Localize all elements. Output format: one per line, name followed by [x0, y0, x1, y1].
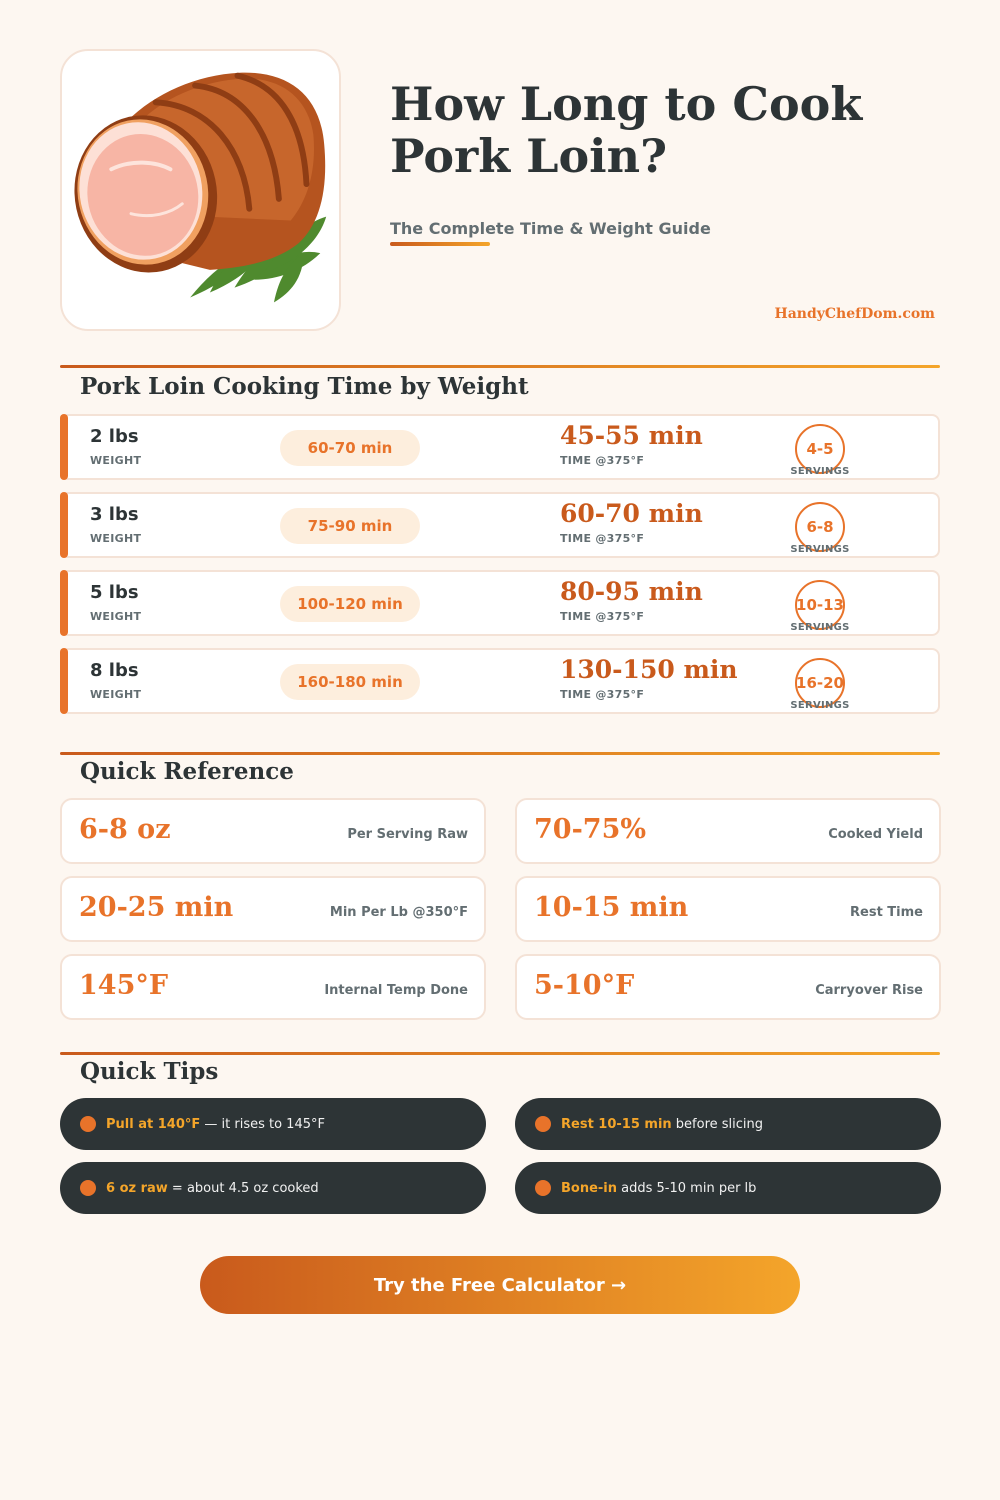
tip-item	[515, 1098, 941, 1150]
time-label: TIME @375°F	[560, 454, 645, 467]
reference-card	[515, 954, 941, 1020]
tip-item	[515, 1162, 941, 1214]
reference-label: Per Serving Raw	[347, 827, 468, 842]
hero-image	[60, 49, 341, 331]
time-value: 45-55 min	[560, 421, 703, 450]
reference-value: 5-10°F	[534, 970, 635, 1001]
reference-label: Rest Time	[850, 905, 923, 920]
site-link[interactable]: HandyChefDom.com	[774, 306, 935, 322]
row-accent-bar	[60, 570, 68, 636]
time-label: TIME @375°F	[560, 688, 645, 701]
bullet-dot-icon	[535, 1180, 551, 1196]
time-label: TIME @375°F	[560, 610, 645, 623]
weight-label: WEIGHT	[90, 454, 142, 467]
tip-text: = about 4.5 oz cooked	[167, 1180, 319, 1196]
weight-label: WEIGHT	[90, 532, 142, 545]
time-value: 60-70 min	[560, 499, 703, 528]
servings-label: SERVINGS	[790, 544, 850, 555]
reference-card	[60, 876, 486, 942]
reference-card	[515, 876, 941, 942]
weight-row	[60, 648, 940, 714]
weight-value: 8 lbs	[90, 660, 139, 681]
time-label: TIME @375°F	[560, 532, 645, 545]
pork-loin-illustration-icon	[62, 51, 339, 329]
reference-label: Cooked Yield	[828, 827, 923, 842]
tip-item	[60, 1098, 486, 1150]
time-pill: 100-120 min	[280, 586, 420, 622]
weight-value: 2 lbs	[90, 426, 139, 447]
reference-label: Internal Temp Done	[324, 983, 468, 998]
row-accent-bar	[60, 648, 68, 714]
reference-value: 6-8 oz	[79, 814, 171, 845]
bullet-dot-icon	[80, 1116, 96, 1132]
reference-value: 20-25 min	[79, 892, 234, 923]
time-pill: 75-90 min	[280, 508, 420, 544]
free-calculator-button[interactable]: Try the Free Calculator →	[200, 1256, 800, 1314]
time-value: 130-150 min	[560, 655, 738, 684]
bullet-dot-icon	[535, 1116, 551, 1132]
weight-row	[60, 414, 940, 480]
time-value: 80-95 min	[560, 577, 703, 606]
servings-badge: 4-5	[795, 424, 845, 474]
reference-card	[60, 798, 486, 864]
time-pill: 60-70 min	[280, 430, 420, 466]
tip-text: before slicing	[671, 1116, 764, 1132]
reference-card	[515, 798, 941, 864]
tip-item	[60, 1162, 486, 1214]
tip-text: adds 5-10 min per lb	[617, 1180, 757, 1196]
page-title: How Long to Cook Pork Loin?	[390, 77, 863, 183]
weight-value: 3 lbs	[90, 504, 139, 525]
weight-label: WEIGHT	[90, 610, 142, 623]
row-accent-bar	[60, 414, 68, 480]
servings-badge: 16-20	[795, 658, 845, 708]
time-pill: 160-180 min	[280, 664, 420, 700]
reference-card	[60, 954, 486, 1020]
subtitle-underline	[390, 242, 490, 246]
section-divider	[60, 365, 940, 368]
reference-value: 145°F	[79, 970, 169, 1001]
section-divider	[60, 752, 940, 755]
reference-value: 10-15 min	[534, 892, 689, 923]
page-subtitle: The Complete Time & Weight Guide	[390, 219, 711, 238]
servings-badge: 10-13	[795, 580, 845, 630]
reference-label: Min Per Lb @350°F	[329, 905, 468, 920]
tip-highlight: Bone-in	[561, 1180, 618, 1196]
weight-section-title: Pork Loin Cooking Time by Weight	[80, 373, 529, 400]
section-divider	[60, 1052, 940, 1055]
row-accent-bar	[60, 492, 68, 558]
reference-value: 70-75%	[534, 814, 647, 845]
servings-label: SERVINGS	[790, 466, 850, 477]
tip-highlight: 6 oz raw	[106, 1180, 168, 1196]
servings-badge: 6-8	[795, 502, 845, 552]
weight-row	[60, 492, 940, 558]
reference-section-title: Quick Reference	[80, 758, 294, 785]
servings-label: SERVINGS	[790, 622, 850, 633]
tip-highlight: Pull at 140°F	[106, 1116, 201, 1132]
weight-row	[60, 570, 940, 636]
tip-text: — it rises to 145°F	[200, 1116, 325, 1132]
tips-section-title: Quick Tips	[80, 1058, 219, 1085]
bullet-dot-icon	[80, 1180, 96, 1196]
tip-highlight: Rest 10-15 min	[561, 1116, 672, 1132]
servings-label: SERVINGS	[790, 700, 850, 711]
reference-label: Carryover Rise	[815, 983, 923, 998]
weight-label: WEIGHT	[90, 688, 142, 701]
weight-value: 5 lbs	[90, 582, 139, 603]
